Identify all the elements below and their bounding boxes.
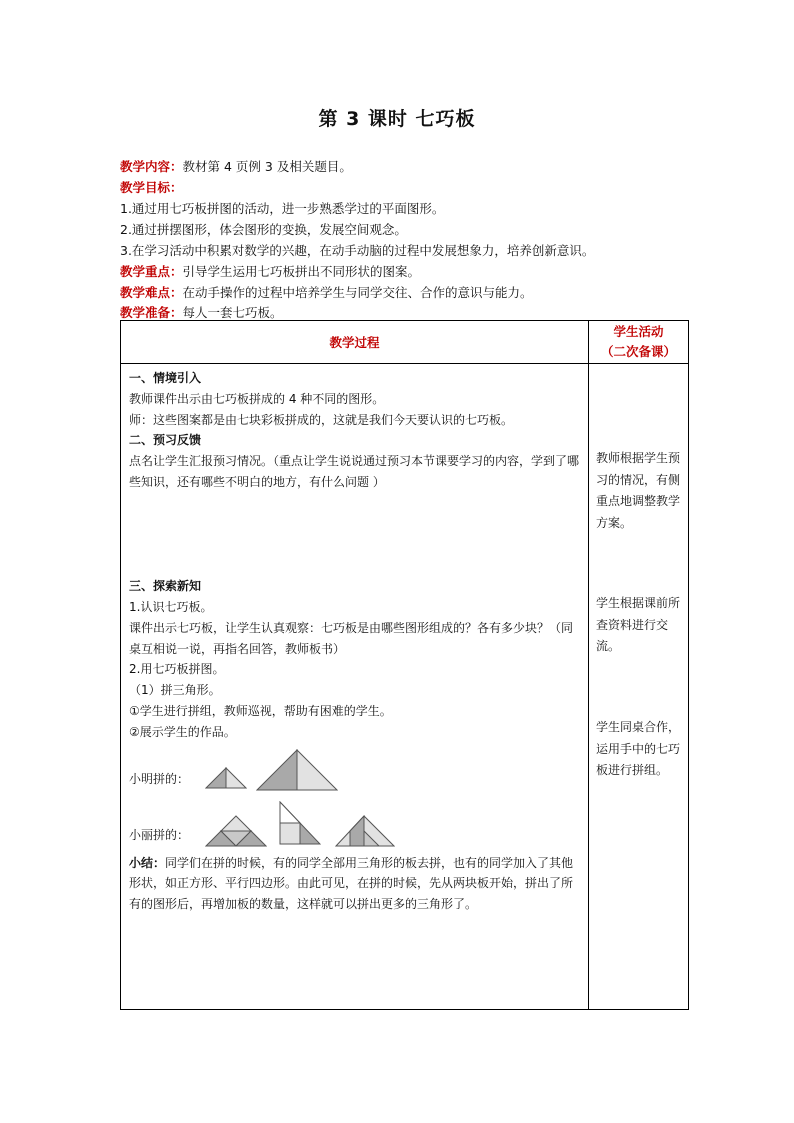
header-activity-line2: （二次备课） bbox=[600, 344, 676, 359]
info-goal-2 bbox=[120, 219, 407, 240]
paragraph: 课件出示七巧板，让学生认真观察：七巧板是由哪些图形组成的？各有多少块？（同桌互相说一说，再指名回答，教师板书） bbox=[129, 620, 574, 656]
tangram-triangle-small bbox=[205, 767, 247, 789]
info-goal-3 bbox=[120, 240, 594, 261]
info-label: 教学准备： bbox=[120, 305, 183, 320]
info-text: 2.通过拼摆图形，体会图形的变换，发展空间观念。 bbox=[120, 222, 407, 237]
info-text: 1.通过用七巧板拼图的活动，进一步熟悉学过的平面图形。 bbox=[120, 201, 445, 216]
header-activity bbox=[589, 321, 689, 364]
info-text: 教材第 4 页例 3 及相关题目。 bbox=[182, 159, 352, 174]
info-goals-heading bbox=[120, 177, 183, 198]
paragraph: 师：这些图案都是由七块彩板拼成的，这就是我们今天要认识的七巧板。 bbox=[129, 412, 514, 427]
activity-note-3: 学生同桌合作，运用手中的七巧板进行拼组。 bbox=[596, 720, 681, 777]
activity-cell bbox=[589, 364, 689, 1010]
lesson-table bbox=[120, 320, 689, 1010]
activity-note-1: 教师根据学生预习的情况，有侧重点地调整教学方案。 bbox=[596, 451, 681, 530]
info-key-point bbox=[120, 261, 420, 282]
tangram-triangle-a bbox=[205, 815, 267, 847]
info-content bbox=[120, 156, 352, 177]
header-activity-line1: 学生活动 bbox=[613, 324, 664, 339]
figure-caption: 小丽拼的： bbox=[129, 827, 190, 842]
summary-text: 同学们在拼的时候，有的同学全部用三角形的板去拼，也有的同学加入了其他形状，如正方形、平行四边形。由此可见，在拼的时候，先从两块板开始，拼出了所有的图形后，再增加板的数量，这样就可以拼出更多的三角形了。 bbox=[129, 855, 574, 912]
figure-xiaoli bbox=[129, 799, 580, 851]
summary-label: 小结： bbox=[129, 855, 166, 870]
paragraph: 2.用七巧板拼图。 bbox=[129, 662, 225, 677]
paragraph: 1.认识七巧板。 bbox=[129, 599, 213, 614]
tangram-triangle-c bbox=[335, 815, 395, 847]
paragraph: ①学生进行拼组，教师巡视，帮助有困难的学生。 bbox=[129, 703, 392, 718]
info-label: 教学内容： bbox=[120, 159, 183, 174]
summary bbox=[129, 853, 580, 915]
figure-caption: 小明拼的： bbox=[129, 771, 190, 786]
page-title: 第 3 课时 七巧板 bbox=[318, 108, 476, 130]
process-cell bbox=[121, 364, 589, 1010]
section-title: 三、探索新知 bbox=[129, 579, 202, 594]
paragraph: 点名让学生汇报预习情况。（重点让学生说说通过预习本节课要学习的内容，学到了哪些知识，还有哪些不明白的地方，有什么问题 ） bbox=[129, 454, 580, 489]
paragraph: 教师课件出示由七巧板拼成的 4 种不同的图形。 bbox=[129, 391, 385, 406]
tangram-triangle-b bbox=[279, 801, 321, 845]
info-label: 教学目标： bbox=[120, 180, 183, 195]
info-text: 每人一套七巧板。 bbox=[182, 305, 283, 320]
info-difficulty bbox=[120, 282, 533, 303]
info-text: 引导学生运用七巧板拼出不同形状的图案。 bbox=[182, 264, 421, 279]
info-label: 教学难点： bbox=[120, 285, 183, 300]
paragraph: （1）拼三角形。 bbox=[129, 683, 221, 698]
section-title: 二、预习反馈 bbox=[129, 433, 202, 448]
tangram-triangle-large bbox=[256, 749, 338, 791]
info-label: 教学重点： bbox=[120, 264, 183, 279]
info-text: 3.在学习活动中积累对数学的兴趣，在动手动脑的过程中发展想象力，培养创新意识。 bbox=[120, 243, 595, 258]
figure-xiaoming bbox=[129, 745, 580, 799]
paragraph: ②展示学生的作品。 bbox=[129, 724, 236, 739]
info-goal-1 bbox=[120, 198, 444, 219]
info-text: 在动手操作的过程中培养学生与同学交往、合作的意识与能力。 bbox=[182, 285, 533, 300]
header-process: 教学过程 bbox=[121, 321, 589, 364]
activity-note-2: 学生根据课前所查资料进行交流。 bbox=[596, 596, 681, 653]
section-title: 一、情境引入 bbox=[129, 371, 202, 385]
